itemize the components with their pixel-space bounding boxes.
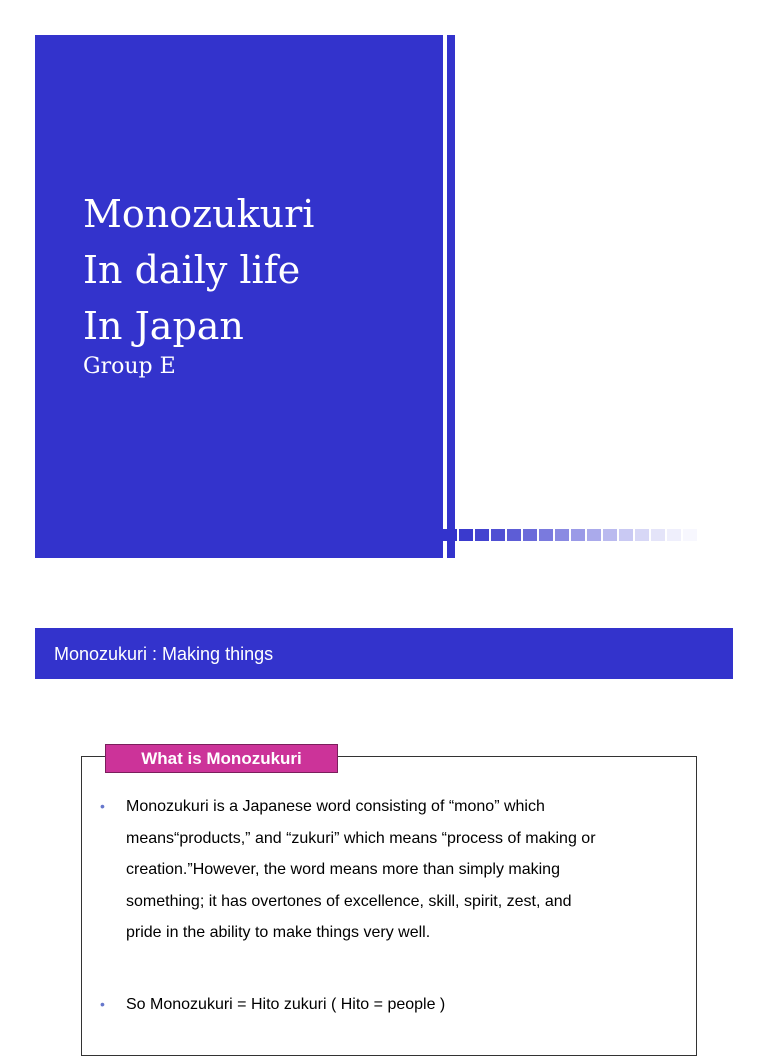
bullet-item-1 bbox=[126, 791, 666, 949]
slide-title-line-2: In daily life bbox=[83, 248, 301, 292]
section-banner bbox=[35, 628, 733, 679]
decorative-stripe-row bbox=[443, 529, 703, 541]
bullet-1-line-2: means“products,” and “zukuri” which means “process of making or bbox=[126, 829, 596, 847]
bullet-dot-1: • bbox=[100, 798, 105, 814]
bullet-2-line-1: So Monozukuri = Hito zukuri ( Hito = people ) bbox=[126, 996, 446, 1013]
bullet-item-2 bbox=[126, 989, 666, 1021]
bullet-1-line-5: pride in the ability to make things very well. bbox=[126, 924, 431, 941]
title-slide-vertical-bar bbox=[447, 35, 455, 558]
bullet-1-line-3: creation.”However, the word means more than simply making bbox=[126, 861, 560, 878]
slide-title bbox=[83, 186, 314, 354]
bullet-1-line-4: something; it has overtones of excellence, skill, spirit, zest, and bbox=[126, 892, 572, 910]
slide-title-line-3: In Japan bbox=[83, 304, 244, 348]
bullet-1-line-1: Monozukuri is a Japanese word consisting of “mono” which bbox=[126, 798, 545, 815]
content-box-label: What is Monozukuri bbox=[105, 744, 338, 773]
section-heading: Monozukuri : Making things bbox=[54, 644, 274, 664]
slide-title-line-1: Monozukuri bbox=[83, 192, 315, 236]
bullet-dot-2: • bbox=[100, 996, 105, 1012]
slide-subtitle: Group E bbox=[83, 354, 176, 379]
